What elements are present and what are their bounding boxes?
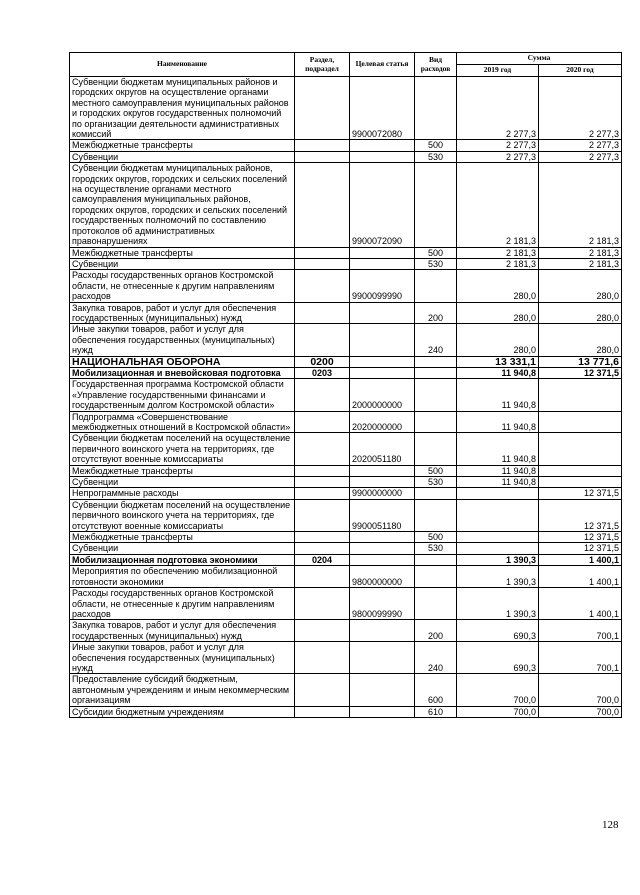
row-name: Межбюджетные трансферты	[70, 465, 295, 476]
table-row	[70, 411, 622, 433]
row-sum-2020	[539, 379, 622, 411]
table-row	[70, 566, 622, 588]
row-expense-type: 500	[415, 532, 457, 543]
row-sum-2019	[457, 488, 539, 499]
row-section	[295, 642, 350, 674]
row-sum-2019: 13 331,1	[457, 356, 539, 367]
table-row	[70, 465, 622, 476]
row-name: Предоставление субсидий бюджетным, автономным учреждениям и иным некоммерческим организациям	[70, 674, 295, 706]
row-name: Субвенции бюджетам поселений на осуществление первичного воинского учета на территориях, где отсутствуют военные комиссариаты	[70, 499, 295, 531]
row-expense-type	[415, 367, 457, 378]
row-sum-2020: 1 400,1	[539, 554, 622, 565]
row-target-code: 9800000000	[350, 566, 415, 588]
row-section	[295, 620, 350, 642]
row-sum-2020: 700,0	[539, 674, 622, 706]
row-name: Закупка товаров, работ и услуг для обеспечения государственных (муниципальных) нужд	[70, 620, 295, 642]
header-year-2019: 2019 год	[457, 65, 539, 77]
row-section	[295, 77, 350, 140]
row-expense-type: 530	[415, 151, 457, 162]
row-sum-2020	[539, 477, 622, 488]
row-expense-type	[415, 588, 457, 620]
row-name: Подпрограмма «Совершенствование межбюджетных отношений в Костромской области»	[70, 411, 295, 433]
row-target-code	[350, 554, 415, 565]
row-target-code	[350, 356, 415, 367]
row-name: Иные закупки товаров, работ и услуг для обеспечения государственных (муниципальных) нужд	[70, 324, 295, 356]
row-sum-2019: 700,0	[457, 706, 539, 717]
row-sum-2020: 2 277,3	[539, 140, 622, 151]
table-row	[70, 367, 622, 378]
row-sum-2019: 2 277,3	[457, 77, 539, 140]
header-name: Наименование	[70, 53, 295, 77]
row-expense-type: 530	[415, 477, 457, 488]
row-sum-2019	[457, 499, 539, 531]
row-name: Расходы государственных органов Костромской области, не отнесенные к другим направлениям расходов	[70, 270, 295, 302]
table-row	[70, 642, 622, 674]
row-sum-2020: 2 181,3	[539, 163, 622, 247]
row-sum-2020: 700,1	[539, 642, 622, 674]
row-expense-type	[415, 566, 457, 588]
row-sum-2020: 1 400,1	[539, 588, 622, 620]
row-target-code: 9900099990	[350, 270, 415, 302]
row-expense-type: 200	[415, 302, 457, 324]
row-target-code: 9900072080	[350, 77, 415, 140]
table-row	[70, 554, 622, 565]
row-name: Межбюджетные трансферты	[70, 247, 295, 258]
row-section	[295, 433, 350, 465]
row-name: Иные закупки товаров, работ и услуг для обеспечения государственных (муниципальных) нужд	[70, 642, 295, 674]
row-expense-type	[415, 433, 457, 465]
row-expense-type	[415, 411, 457, 433]
row-name: НАЦИОНАЛЬНАЯ ОБОРОНА	[70, 356, 295, 367]
table-row	[70, 706, 622, 717]
row-name: Мобилизационная и вневойсковая подготовка	[70, 367, 295, 378]
row-target-code	[350, 674, 415, 706]
row-sum-2020: 12 371,5	[539, 532, 622, 543]
row-sum-2020: 2 181,3	[539, 258, 622, 269]
row-expense-type	[415, 270, 457, 302]
row-sum-2019: 690,3	[457, 642, 539, 674]
row-expense-type	[415, 77, 457, 140]
row-sum-2019	[457, 543, 539, 554]
row-section	[295, 477, 350, 488]
row-sum-2019: 2 181,3	[457, 247, 539, 258]
row-target-code	[350, 247, 415, 258]
row-section	[295, 499, 350, 531]
table-row	[70, 324, 622, 356]
row-name: Непрограммные расходы	[70, 488, 295, 499]
header-year-2020: 2020 год	[539, 65, 622, 77]
row-sum-2020: 13 771,6	[539, 356, 622, 367]
row-sum-2020: 2 277,3	[539, 151, 622, 162]
row-sum-2020	[539, 411, 622, 433]
table-row	[70, 433, 622, 465]
row-name: Субвенции	[70, 477, 295, 488]
table-row	[70, 302, 622, 324]
row-expense-type: 530	[415, 543, 457, 554]
row-expense-type: 600	[415, 674, 457, 706]
row-name: Межбюджетные трансферты	[70, 532, 295, 543]
row-sum-2019: 2 181,3	[457, 258, 539, 269]
row-name: Субвенции бюджетам муниципальных районов, городских округов, городских и сельских поселений на осуществление органами местного самоуправления муниципальных районов, городских округов, городских и сельских поселений государственных полномочий по составлению протоколов об административных правонарушениях	[70, 163, 295, 247]
row-section: 0204	[295, 554, 350, 565]
table-row	[70, 620, 622, 642]
table-row	[70, 151, 622, 162]
budget-table	[69, 52, 622, 718]
row-target-code: 9800099990	[350, 588, 415, 620]
row-name: Субвенции бюджетам муниципальных районов и городских округов на осуществление органами местного самоуправления муниципальных районов и городских округов государственных полномочий по организации деятельности административных комиссий	[70, 77, 295, 140]
row-sum-2020	[539, 433, 622, 465]
row-name: Мероприятия по обеспечению мобилизационной готовности экономики	[70, 566, 295, 588]
row-expense-type: 200	[415, 620, 457, 642]
table-body	[70, 77, 622, 718]
row-section	[295, 379, 350, 411]
row-sum-2020: 2 277,3	[539, 77, 622, 140]
row-target-code	[350, 642, 415, 674]
row-section	[295, 247, 350, 258]
row-section	[295, 488, 350, 499]
row-expense-type	[415, 488, 457, 499]
row-section	[295, 706, 350, 717]
row-sum-2020: 12 371,5	[539, 488, 622, 499]
row-target-code: 9900051180	[350, 499, 415, 531]
row-name: Закупка товаров, работ и услуг для обеспечения государственных (муниципальных) нужд	[70, 302, 295, 324]
row-sum-2019: 11 940,8	[457, 379, 539, 411]
row-sum-2020: 280,0	[539, 270, 622, 302]
row-expense-type: 610	[415, 706, 457, 717]
row-section	[295, 163, 350, 247]
table-row	[70, 532, 622, 543]
row-name: Межбюджетные трансферты	[70, 140, 295, 151]
row-sum-2019: 11 940,8	[457, 367, 539, 378]
row-section: 0200	[295, 356, 350, 367]
row-section	[295, 302, 350, 324]
row-sum-2019: 11 940,8	[457, 433, 539, 465]
row-sum-2019: 2 277,3	[457, 151, 539, 162]
row-sum-2019: 11 940,8	[457, 411, 539, 433]
row-section	[295, 465, 350, 476]
table-row	[70, 140, 622, 151]
header-target: Целевая статья	[350, 53, 415, 77]
row-section	[295, 258, 350, 269]
row-target-code	[350, 532, 415, 543]
row-name: Субвенции бюджетам поселений на осуществление первичного воинского учета на территориях, где отсутствуют военные комиссариаты	[70, 433, 295, 465]
row-expense-type	[415, 356, 457, 367]
row-sum-2020: 700,1	[539, 620, 622, 642]
row-expense-type	[415, 379, 457, 411]
header-sum: Сумма	[457, 53, 622, 65]
row-sum-2019: 2 277,3	[457, 140, 539, 151]
row-section	[295, 151, 350, 162]
row-expense-type: 240	[415, 324, 457, 356]
row-target-code	[350, 324, 415, 356]
row-expense-type: 240	[415, 642, 457, 674]
row-sum-2019	[457, 532, 539, 543]
row-sum-2019: 280,0	[457, 270, 539, 302]
header-section: Раздел, подраздел	[295, 53, 350, 77]
table-row	[70, 477, 622, 488]
row-section	[295, 566, 350, 588]
row-expense-type	[415, 163, 457, 247]
row-target-code	[350, 543, 415, 554]
row-target-code	[350, 302, 415, 324]
table-row	[70, 247, 622, 258]
row-target-code: 2000000000	[350, 379, 415, 411]
row-sum-2019: 2 181,3	[457, 163, 539, 247]
row-target-code	[350, 465, 415, 476]
row-target-code	[350, 140, 415, 151]
row-sum-2020: 280,0	[539, 324, 622, 356]
table-row	[70, 163, 622, 247]
row-target-code	[350, 367, 415, 378]
row-name: Субсидии бюджетным учреждениям	[70, 706, 295, 717]
row-name: Субвенции	[70, 151, 295, 162]
row-name: Расходы государственных органов Костромской области, не отнесенные к другим направлениям расходов	[70, 588, 295, 620]
row-target-code: 9900000000	[350, 488, 415, 499]
row-sum-2019: 690,3	[457, 620, 539, 642]
table-row	[70, 499, 622, 531]
row-sum-2019: 1 390,3	[457, 588, 539, 620]
table-row	[70, 379, 622, 411]
row-name: Мобилизационная подготовка экономики	[70, 554, 295, 565]
page-number: 128	[602, 819, 619, 831]
row-sum-2019: 700,0	[457, 674, 539, 706]
table-row	[70, 77, 622, 140]
table-row	[70, 258, 622, 269]
row-sum-2019: 280,0	[457, 302, 539, 324]
row-target-code	[350, 620, 415, 642]
row-sum-2020	[539, 465, 622, 476]
row-target-code: 2020000000	[350, 411, 415, 433]
row-section: 0203	[295, 367, 350, 378]
row-expense-type: 500	[415, 140, 457, 151]
row-section	[295, 140, 350, 151]
row-expense-type	[415, 499, 457, 531]
row-sum-2020: 12 371,5	[539, 499, 622, 531]
row-expense-type: 500	[415, 247, 457, 258]
row-section	[295, 411, 350, 433]
row-target-code: 2020051180	[350, 433, 415, 465]
row-section	[295, 270, 350, 302]
table-row	[70, 270, 622, 302]
row-sum-2019: 11 940,8	[457, 477, 539, 488]
row-sum-2019: 1 390,3	[457, 554, 539, 565]
row-target-code	[350, 706, 415, 717]
row-sum-2020: 12 371,5	[539, 367, 622, 378]
row-target-code	[350, 258, 415, 269]
row-sum-2020: 700,0	[539, 706, 622, 717]
row-sum-2019: 1 390,3	[457, 566, 539, 588]
row-section	[295, 324, 350, 356]
table-row	[70, 674, 622, 706]
row-expense-type	[415, 554, 457, 565]
row-section	[295, 674, 350, 706]
table-row	[70, 543, 622, 554]
row-section	[295, 532, 350, 543]
row-target-code: 9900072090	[350, 163, 415, 247]
row-sum-2020: 280,0	[539, 302, 622, 324]
row-name: Субвенции	[70, 258, 295, 269]
table-row	[70, 588, 622, 620]
row-sum-2020: 12 371,5	[539, 543, 622, 554]
row-expense-type: 500	[415, 465, 457, 476]
row-name: Государственная программа Костромской области «Управление государственными финансами и государственным долгом Костромской области»	[70, 379, 295, 411]
row-sum-2020: 1 400,1	[539, 566, 622, 588]
row-name: Субвенции	[70, 543, 295, 554]
row-sum-2019: 11 940,8	[457, 465, 539, 476]
table-row	[70, 356, 622, 367]
row-sum-2020: 2 181,3	[539, 247, 622, 258]
row-section	[295, 588, 350, 620]
row-section	[295, 543, 350, 554]
row-target-code	[350, 477, 415, 488]
row-sum-2019: 280,0	[457, 324, 539, 356]
table-row	[70, 488, 622, 499]
header-type: Вид расходов	[415, 53, 457, 77]
row-expense-type: 530	[415, 258, 457, 269]
row-target-code	[350, 151, 415, 162]
